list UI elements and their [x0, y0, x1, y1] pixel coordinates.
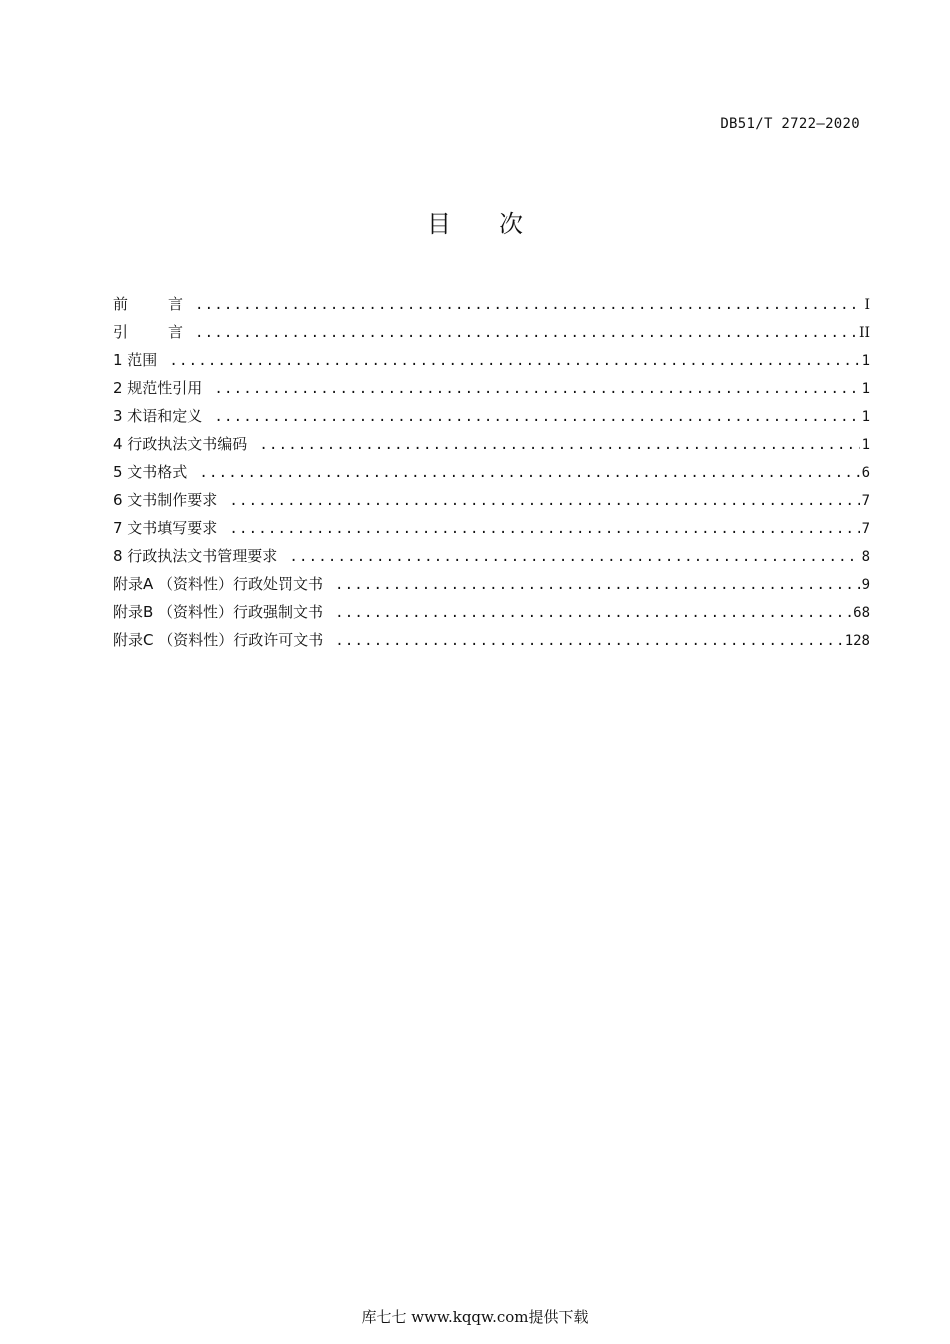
toc-entry-page: 68 [853, 605, 870, 621]
toc-entry-label: 3 术语和定义 [113, 407, 203, 425]
toc-entry-label: 8 行政执法文书管理要求 [113, 547, 278, 565]
toc-entry-label: 2 规范性引用 [113, 379, 203, 397]
toc-leader-dots [169, 347, 859, 375]
toc-entry-label: 附录C （资料性）行政许可文书 [113, 631, 324, 649]
toc-entry-appendix-a[interactable] [113, 570, 870, 598]
toc-entry-page: 1 [861, 409, 870, 425]
toc-entry-page: II [858, 325, 870, 341]
page-title: 目次 [427, 210, 571, 238]
download-source-footer: 库七七 www.kqqw.com提供下载 [361, 1308, 589, 1326]
toc-entry-page: 7 [861, 493, 870, 509]
toc-entry-page: 8 [861, 549, 870, 565]
toc-entry-page: I [864, 297, 870, 313]
toc-entry-label: 6 文书制作要求 [113, 491, 218, 509]
toc-leader-dots [289, 543, 859, 571]
toc-entry-appendix-c[interactable] [113, 626, 870, 654]
toc-leader-dots [335, 571, 860, 599]
toc-leader-dots [195, 319, 857, 347]
toc-leader-dots [259, 431, 859, 459]
toc-entry-filling-requirements[interactable] [113, 514, 870, 542]
toc-leader-dots [214, 375, 859, 403]
toc-leader-dots [229, 487, 859, 515]
toc-entry-label: 前 言 [113, 295, 184, 313]
toc-leader-dots [195, 291, 862, 319]
toc-entry-production-requirements[interactable] [113, 486, 870, 514]
toc-leader-dots [214, 403, 859, 431]
toc-entry-page: 9 [861, 577, 870, 593]
table-of-contents [113, 290, 870, 654]
toc-leader-dots [199, 459, 859, 487]
toc-entry-page: 1 [861, 381, 870, 397]
toc-leader-dots [335, 627, 842, 655]
toc-entry-management-requirements[interactable] [113, 542, 870, 570]
toc-entry-page: 7 [861, 521, 870, 537]
toc-entry-foreword[interactable] [113, 290, 870, 318]
toc-entry-label: 引 言 [113, 323, 184, 341]
toc-entry-scope[interactable] [113, 346, 870, 374]
toc-entry-label: 1 范围 [113, 351, 158, 369]
toc-entry-introduction[interactable] [113, 318, 870, 346]
document-number: DB51/T 2722—2020 [720, 116, 860, 132]
toc-entry-page: 1 [861, 437, 870, 453]
toc-leader-dots [229, 515, 859, 543]
toc-entry-label: 4 行政执法文书编码 [113, 435, 248, 453]
toc-entry-page: 6 [861, 465, 870, 481]
toc-entry-appendix-b[interactable] [113, 598, 870, 626]
toc-entry-page: 128 [844, 633, 870, 649]
toc-entry-terms-definitions[interactable] [113, 402, 870, 430]
toc-entry-label: 7 文书填写要求 [113, 519, 218, 537]
toc-entry-label: 5 文书格式 [113, 463, 188, 481]
toc-entry-label: 附录A （资料性）行政处罚文书 [113, 575, 324, 593]
toc-entry-document-coding[interactable] [113, 430, 870, 458]
toc-leader-dots [335, 599, 851, 627]
toc-entry-document-format[interactable] [113, 458, 870, 486]
toc-entry-page: 1 [861, 353, 870, 369]
toc-entry-normative-references[interactable] [113, 374, 870, 402]
toc-entry-label: 附录B （资料性）行政强制文书 [113, 603, 324, 621]
